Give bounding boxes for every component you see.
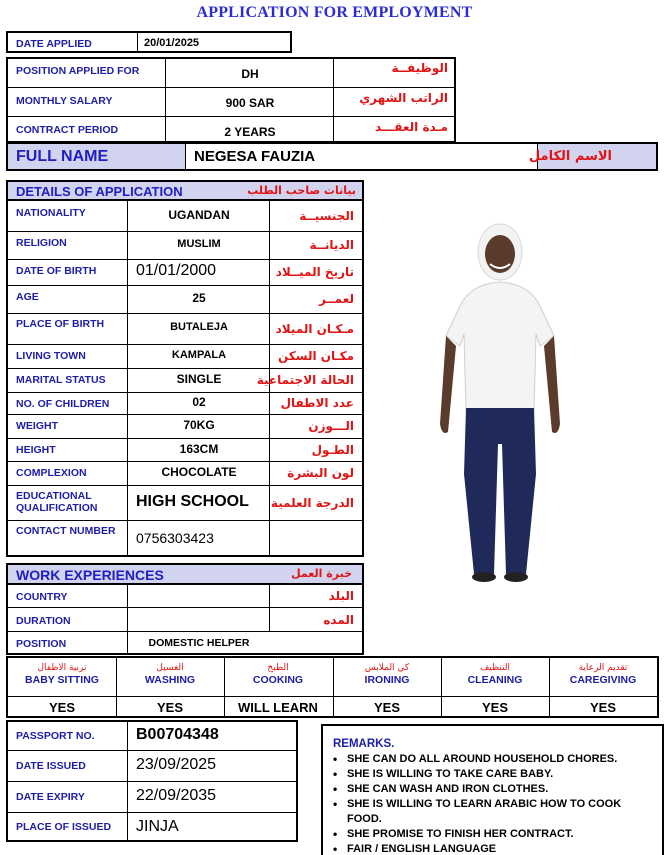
remarks-box xyxy=(321,724,664,855)
complexion-value: CHOCOLATE xyxy=(161,465,237,479)
skill-baby-sitting-label: BABY SITTING xyxy=(25,674,99,686)
skill-baby-sitting-label-ar: تربية الاطفال xyxy=(37,663,87,673)
skill-cleaning-label: CLEANING xyxy=(467,674,523,686)
date-applied-label: DATE APPLIED xyxy=(16,38,92,50)
work-header-label: WORK EXPERIENCES xyxy=(16,567,164,583)
date-issued-label: DATE ISSUED xyxy=(16,760,86,772)
position-block xyxy=(6,57,456,143)
details-table xyxy=(6,201,364,557)
passport-no-label: PASSPORT NO. xyxy=(16,730,95,742)
living-town-label: LIVING TOWN xyxy=(16,350,86,362)
passport-table xyxy=(6,720,298,842)
complexion-label-ar: لون البشرة xyxy=(287,466,354,480)
position-label-ar: الوظيفــة xyxy=(391,61,448,75)
place-issued-value: JINJA xyxy=(136,818,179,835)
remark-item: • SHE CAN DO ALL AROUND HOUSEHOLD CHORES. xyxy=(331,752,657,767)
contract-value: 2 YEARS xyxy=(224,125,276,139)
remark-item: • SHE PROMISE TO FINISH HER CONTRACT. xyxy=(331,827,657,842)
passport-no-value: B00704348 xyxy=(136,726,219,743)
skill-cooking xyxy=(224,663,332,686)
work-position-value: DOMESTIC HELPER xyxy=(148,637,250,649)
full-name-bar xyxy=(6,142,658,171)
skill-baby-sitting xyxy=(8,663,116,686)
contract-label-ar: مـدة العقـــد xyxy=(375,120,448,134)
skill-ironing-label-ar: كي الملابس xyxy=(364,663,410,673)
skill-cleaning-label-ar: التنظيف xyxy=(479,663,511,673)
skill-washing-value: YES xyxy=(156,700,183,715)
date-expiry-value: 22/09/2035 xyxy=(136,787,217,804)
place-of-birth-label: PLACE OF BIRTH xyxy=(16,318,105,330)
age-label-ar: لعمــر xyxy=(319,292,354,306)
religion-label-ar: الديانــة xyxy=(309,238,354,252)
full-name-value: NEGESA FAUZIA xyxy=(194,148,316,165)
date-of-birth-label: DATE OF BIRTH xyxy=(16,265,97,277)
living-town-value: KAMPALA xyxy=(171,349,227,361)
marital-status-label: MARITAL STATUS xyxy=(16,374,106,386)
date-expiry-label: DATE EXPIRY xyxy=(16,791,85,803)
weight-label-ar: الـــوزن xyxy=(308,419,354,433)
work-header xyxy=(6,563,364,585)
salary-label-ar: الراتب الشهري xyxy=(359,91,448,105)
details-header-label-ar: بيانات صاحب الطلب xyxy=(247,184,356,197)
contract-label: CONTRACT PERIOD xyxy=(16,124,119,136)
work-country-label-ar: البلد xyxy=(328,589,354,603)
date-applied-value: 20/01/2025 xyxy=(144,37,200,49)
height-value: 163CM xyxy=(179,442,219,456)
nationality-label-ar: الجنسيــة xyxy=(299,209,354,223)
contact-number-label: CONTACT NUMBER xyxy=(16,525,116,537)
remarks-list xyxy=(331,752,657,855)
marital-status-value: SINGLE xyxy=(176,372,222,386)
skill-baby-sitting-value: YES xyxy=(48,700,75,715)
age-label: AGE xyxy=(16,291,39,303)
position-label: POSITION APPLIED FOR xyxy=(16,65,140,77)
no-of-children-value: 02 xyxy=(192,395,206,409)
work-duration-label: DURATION xyxy=(16,615,71,627)
date-issued-value: 23/09/2025 xyxy=(136,756,217,773)
skills-table xyxy=(6,656,659,718)
height-label-ar: الطـول xyxy=(311,443,354,457)
skill-caregiving-label: CAREGIVING xyxy=(569,674,637,686)
salary-value: 900 SAR xyxy=(225,96,275,110)
work-duration-label-ar: المده xyxy=(323,613,354,627)
skill-caregiving-label-ar: تقديم الرعاية xyxy=(578,663,628,673)
remark-item: • SHE IS WILLING TO LEARN ARABIC HOW TO COOK FOOD. xyxy=(331,797,657,827)
marital-status-label-ar: الحالة الاجتماعية xyxy=(256,373,354,387)
no-of-children-label: NO. OF CHILDREN xyxy=(16,398,110,410)
skill-ironing-value: YES xyxy=(373,700,400,715)
full-name-label: FULL NAME xyxy=(16,148,109,165)
remark-item: • FAIR / ENGLISH LANGUAGE xyxy=(331,842,657,855)
skill-washing-label-ar: الغسيل xyxy=(156,663,184,673)
nationality-label: NATIONALITY xyxy=(16,207,86,219)
work-position-label: POSITION xyxy=(16,638,67,650)
educational-qualification-value: HIGH SCHOOL xyxy=(136,493,249,510)
religion-label: RELIGION xyxy=(16,237,67,249)
skill-cooking-value: WILL LEARN xyxy=(238,700,318,715)
skill-ironing xyxy=(333,663,441,686)
weight-label: WEIGHT xyxy=(16,420,58,432)
work-table xyxy=(6,585,364,655)
complexion-label: COMPLEXION xyxy=(16,467,87,479)
educational-qualification-label: EDUCATIONAL QUALIFICATION xyxy=(16,490,98,514)
details-header xyxy=(6,180,364,201)
skill-caregiving xyxy=(549,663,657,686)
skill-washing-label: WASHING xyxy=(144,674,196,686)
height-label: HEIGHT xyxy=(16,444,56,456)
applicant-photo xyxy=(430,214,570,586)
position-value: DH xyxy=(241,67,259,81)
date-applied-box xyxy=(6,31,292,53)
remark-item: • SHE IS WILLING TO TAKE CARE BABY. xyxy=(331,767,657,782)
remarks-title: REMARKS. xyxy=(333,738,395,750)
work-header-label-ar: خبرة العمل xyxy=(291,567,352,580)
skill-cleaning xyxy=(441,663,549,686)
full-name-label-ar: الاسم الكامل xyxy=(528,149,612,164)
religion-value: MUSLIM xyxy=(177,238,221,250)
no-of-children-label-ar: عدد الاطفال xyxy=(280,396,354,410)
nationality-value: UGANDAN xyxy=(168,208,230,222)
educational-qualification-label-ar: الدرجة العلمية xyxy=(270,496,354,510)
skill-washing xyxy=(116,663,224,686)
weight-value: 70KG xyxy=(183,418,215,432)
skill-cooking-label-ar: الطبخ xyxy=(267,663,289,673)
date-of-birth-label-ar: تاريخ الميــلاد xyxy=(275,265,354,279)
place-issued-label: PLACE OF ISSUED xyxy=(16,821,112,833)
details-header-label: DETAILS OF APPLICATION xyxy=(16,184,183,199)
salary-label: MONTHLY SALARY xyxy=(16,95,113,107)
skill-ironing-label: IRONING xyxy=(364,674,410,686)
work-country-label: COUNTRY xyxy=(16,591,68,603)
place-of-birth-value: BUTALEJA xyxy=(170,321,228,333)
form-title: APPLICATION FOR EMPLOYMENT xyxy=(196,4,473,21)
living-town-label-ar: مكـان السكن xyxy=(277,349,354,363)
skill-cleaning-value: YES xyxy=(481,700,508,715)
contact-number-value: 0756303423 xyxy=(136,530,214,546)
remark-item: • SHE CAN WASH AND IRON CLOTHES. xyxy=(331,782,657,797)
skill-caregiving-value: YES xyxy=(589,700,616,715)
place-of-birth-label-ar: مـكـان الميلاد xyxy=(275,322,354,336)
age-value: 25 xyxy=(192,291,206,305)
skill-cooking-label: COOKING xyxy=(252,674,304,686)
date-of-birth-value: 01/01/2000 xyxy=(136,262,217,279)
